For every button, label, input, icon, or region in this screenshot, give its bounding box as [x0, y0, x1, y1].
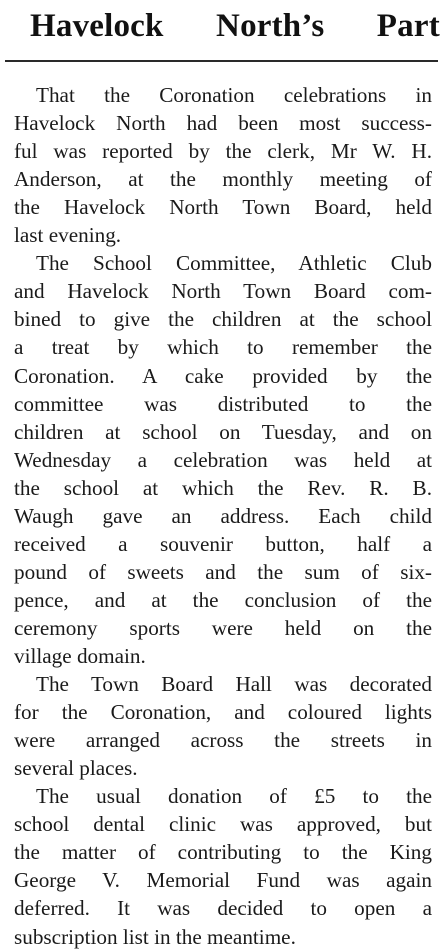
article-line: Anderson, at the monthly meeting of [14, 167, 432, 192]
article-line: the matter of contributing to the King [14, 840, 432, 865]
article-line: were arranged across the streets in [14, 728, 432, 753]
article-line: ful was reported by the clerk, Mr W. H. [14, 139, 432, 164]
article-line: school dental clinic was approved, but [14, 812, 432, 837]
article-line: subscription list in the meantime. [14, 924, 296, 949]
article-line: for the Coronation, and coloured lights [14, 700, 432, 725]
headline-rule [5, 60, 438, 62]
article-line: deferred. It was decided to open a [14, 896, 432, 921]
article-line: the school at which the Rev. R. B. [14, 475, 432, 500]
article-line: several places. [14, 756, 138, 781]
article-line: George V. Memorial Fund was again [14, 868, 432, 893]
article-line: committee was distributed to the [14, 391, 432, 416]
article-line: the Havelock North Town Board, held [14, 195, 432, 220]
article-line: The usual donation of £5 to the [36, 784, 432, 809]
headline: Havelock North’s Part [30, 8, 440, 44]
article-line: village domain. [14, 644, 146, 668]
article-line: received a souvenir button, half a [14, 531, 432, 556]
article-line: That the Coronation celebrations in [36, 83, 432, 107]
article-line: and Havelock North Town Board com- [14, 279, 432, 304]
article-line: Coronation. A cake provided by the [14, 363, 432, 388]
article-line: pound of sweets and the sum of six- [14, 559, 432, 584]
article-line: Waugh gave an address. Each child [14, 503, 432, 528]
article-line: The School Committee, Athletic Club [36, 251, 432, 276]
article-line: pence, and at the conclusion of the [14, 587, 432, 612]
article-line: The Town Board Hall was decorated [36, 672, 432, 697]
article-line: Havelock North had been most success- [14, 111, 432, 136]
article-line: last evening. [14, 223, 122, 248]
article-line: ceremony sports were held on the [14, 615, 432, 640]
article-line: children at school on Tuesday, and on [14, 419, 432, 444]
article-line: a treat by which to remember the [14, 335, 432, 360]
article-line: Wednesday a celebration was held at [14, 447, 432, 472]
article-line: bined to give the children at the school [14, 307, 432, 332]
